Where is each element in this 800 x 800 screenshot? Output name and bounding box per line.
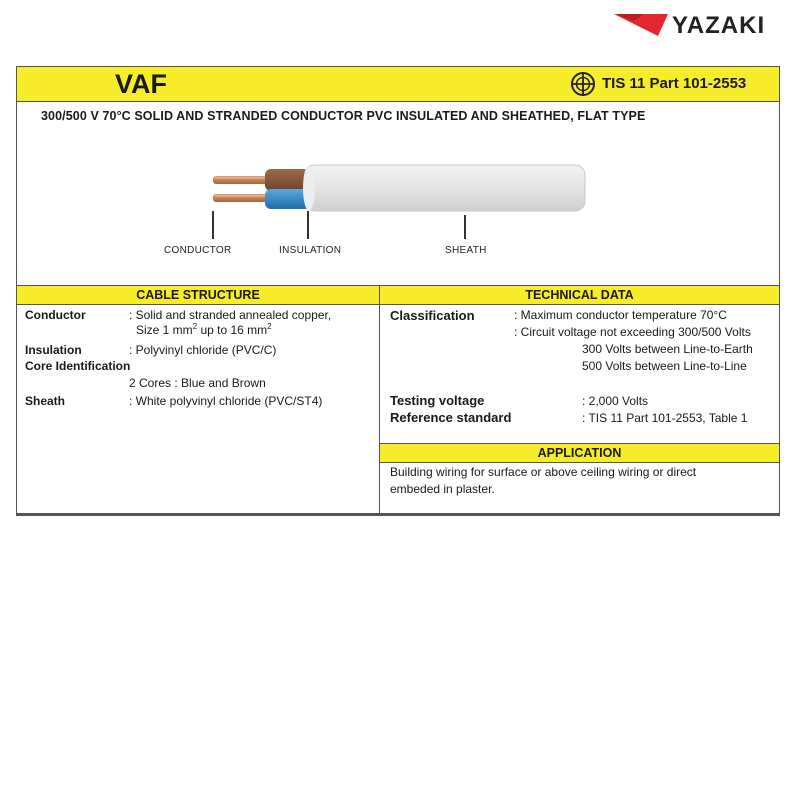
sheath-label: SHEATH: [445, 245, 487, 256]
conductor-label: CONDUCTOR: [164, 245, 232, 256]
conductor-sup-1: 2: [192, 322, 198, 331]
classification-value-2: : Circuit voltage not exceeding 300/500 Volts: [514, 325, 751, 339]
conductor-field-label: Conductor: [25, 308, 86, 322]
testing-voltage-value: : 2,000 Volts: [582, 394, 649, 408]
sheath-field-value: : White polyvinyl chloride (PVC/ST4): [129, 394, 323, 408]
technical-data-header: TECHNICAL DATA: [380, 286, 779, 305]
classification-value-3: 300 Volts between Line-to-Earth: [582, 342, 753, 356]
sheath-field-label: Sheath: [25, 394, 66, 408]
application-line-1: Building wiring for surface or above ceiling wiring or direct: [390, 465, 697, 479]
insulation-field-value: : Polyvinyl chloride (PVC/C): [129, 343, 277, 357]
conductor-pointer: [212, 211, 214, 239]
application-line-2: embeded in plaster.: [390, 482, 495, 496]
insulation-pointer: [307, 211, 309, 239]
column-divider: [379, 286, 380, 516]
core-identification-label: Core Identification: [25, 359, 131, 373]
conductor-size-from: Size 1 mm: [136, 323, 193, 337]
title-bar: [17, 67, 779, 102]
conductor-wires: [213, 176, 269, 202]
datasheet: [16, 66, 780, 516]
insulation-label: INSULATION: [279, 245, 342, 256]
conductor-sup-2: 2: [267, 322, 272, 331]
certification-text: TIS 11 Part 101-2553: [602, 75, 747, 92]
classification-value-1: : Maximum conductor temperature 70°C: [514, 308, 727, 322]
cable-structure-header: CABLE STRUCTURE: [17, 286, 379, 305]
classification-label: Classification: [390, 308, 475, 323]
cable-illustration: [17, 127, 779, 287]
brand-name: YAZAKI: [672, 12, 766, 39]
insulation-field-label: Insulation: [25, 343, 82, 357]
core-identification-value: 2 Cores : Blue and Brown: [129, 376, 266, 390]
conductor-row: [25, 308, 86, 323]
conductor-size-to: up to 16 mm: [197, 323, 268, 337]
application-header: APPLICATION: [380, 443, 779, 463]
cable-diagram: [17, 127, 779, 287]
conductor-value: [129, 308, 331, 338]
brand-logo: [614, 12, 784, 40]
conductor-value-line2: [129, 323, 331, 338]
reference-standard-label: Reference standard: [390, 410, 512, 425]
tis-mark-icon: [570, 71, 596, 97]
logo-mark-icon: [614, 12, 670, 38]
conductor-value-line1: : Solid and stranded annealed copper,: [129, 308, 332, 322]
reference-standard-value: : TIS 11 Part 101-2553, Table 1: [582, 411, 748, 425]
sheath-pointer: [464, 215, 466, 239]
classification-value-4: 500 Volts between Line-to-Line: [582, 359, 747, 373]
bottom-rule: [16, 513, 780, 516]
product-description: 300/500 V 70°C SOLID AND STRANDED CONDUCTOR PVC INSULATED AND SHEATHED, FLAT TYPE: [41, 109, 646, 123]
testing-voltage-label: Testing voltage: [390, 393, 485, 408]
product-name: VAF: [115, 69, 167, 99]
sheath-body: [305, 165, 585, 211]
